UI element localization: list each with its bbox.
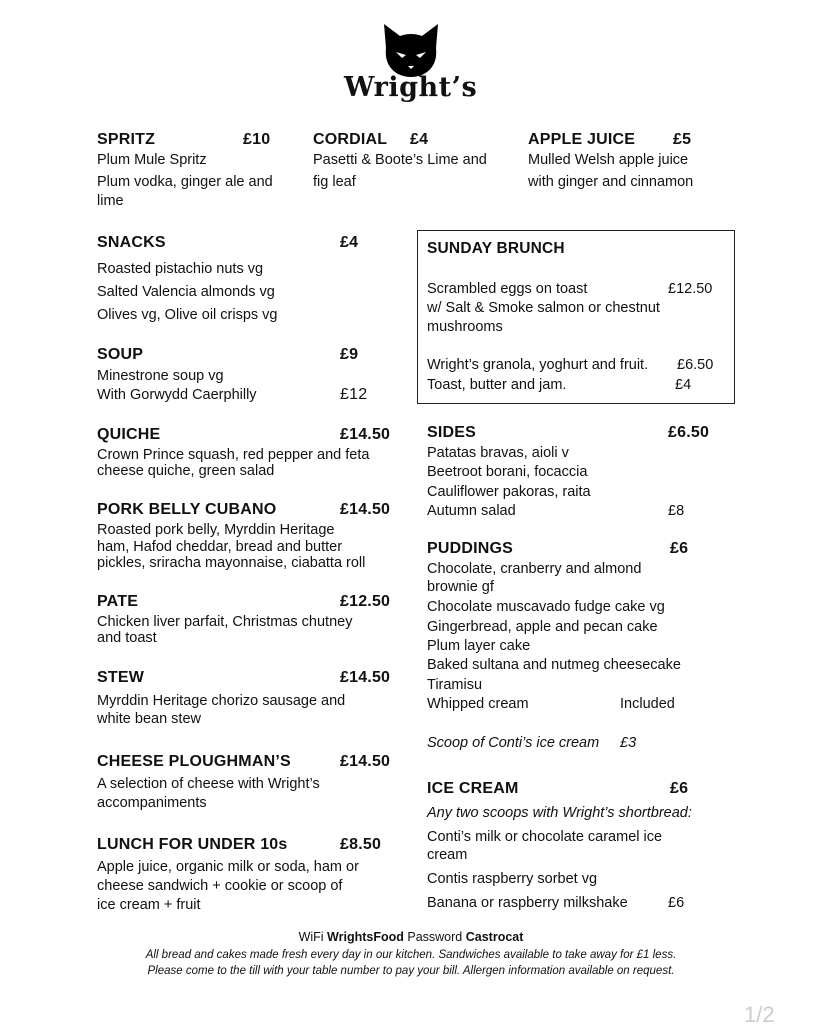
pudding-item: Chocolate, cranberry and almond <box>427 561 642 577</box>
stew-line: Myrddin Heritage chorizo sausage and <box>97 693 346 709</box>
pudding-scoop: Scoop of Conti’s ice cream <box>427 735 600 751</box>
lunch-price: £8.50 <box>340 836 382 853</box>
brunch-toast-price: £4 <box>675 377 692 393</box>
pork-line: pickles, sriracha mayonnaise, ciabatta roll <box>97 555 366 571</box>
side-item: Patatas bravas, aioli v <box>427 445 569 461</box>
brunch-eggs-price: £12.50 <box>668 281 713 297</box>
brunch-eggs-line: mushrooms <box>427 319 503 335</box>
quiche-title: QUICHE <box>97 426 161 443</box>
pudding-item: Tiramisu <box>427 677 483 693</box>
icecream-price-2: £6 <box>668 895 685 911</box>
lunch-line: cheese sandwich + cookie or scoop of <box>97 878 343 894</box>
side-price-2: £8 <box>668 503 685 519</box>
snacks-title: SNACKS <box>97 234 166 251</box>
soup-item: With Gorwydd Caerphilly <box>97 387 257 403</box>
pork-title: PORK BELLY CUBANO <box>97 501 277 518</box>
brunch-granola: Wright’s granola, yoghurt and fruit. <box>427 357 649 373</box>
logo-text: Wright’s <box>344 72 478 103</box>
icecream-title: ICE CREAM <box>427 780 519 797</box>
sides-price: £6.50 <box>668 424 710 441</box>
stew-line: white bean stew <box>97 711 201 727</box>
icecream-price: £6 <box>670 780 689 797</box>
puddings-price: £6 <box>670 540 689 557</box>
cheese-title: CHEESE PLOUGHMAN’S <box>97 753 291 770</box>
lunch-title: LUNCH FOR UNDER 10s <box>97 836 288 853</box>
wifi-line <box>0 930 822 944</box>
pork-price: £14.50 <box>340 501 391 518</box>
sides-title: SIDES <box>427 424 477 441</box>
stew-title: STEW <box>97 669 145 686</box>
spritz-line: Plum Mule Spritz <box>97 152 207 168</box>
cordial-title: CORDIAL <box>313 131 388 148</box>
password-label: Password <box>403 930 466 944</box>
pate-title: PATE <box>97 593 139 610</box>
footer-note-bread: All bread and cakes made fresh every day in our kitchen. Sandwiches available to take away for £1 less. <box>145 949 677 961</box>
quiche-line: cheese quiche, green salad <box>97 463 275 479</box>
pudding-cream-note: Included <box>620 696 675 712</box>
cordial-price: £4 <box>410 131 429 148</box>
quiche-line: Crown Prince squash, red pepper and feta <box>97 447 370 463</box>
pudding-item: Baked sultana and nutmeg cheesecake <box>427 657 681 673</box>
spritz-title: SPRITZ <box>97 131 156 148</box>
brunch-eggs-line: w/ Salt & Smoke salmon or chestnut <box>427 300 660 316</box>
spritz-line: lime <box>97 193 124 209</box>
apple-juice-line: Mulled Welsh apple juice <box>528 152 689 168</box>
snack-item: Roasted pistachio nuts vg <box>97 261 264 277</box>
footer-note-bill: Please come to the till with your table number to pay your bill. Allergen information available on request. <box>147 965 675 977</box>
side-item: Cauliflower pakoras, raita <box>427 484 591 500</box>
puddings-title: PUDDINGS <box>427 540 514 557</box>
wifi-name: WrightsFood <box>327 930 404 944</box>
cheese-line: A selection of cheese with Wright’s <box>97 776 320 792</box>
page-indicator: 1/2 <box>744 1002 775 1027</box>
pork-line: Roasted pork belly, Myrddin Heritage <box>97 522 335 538</box>
apple-juice-price: £5 <box>673 131 692 148</box>
soup-price-2: £12 <box>340 386 368 403</box>
stew-price: £14.50 <box>340 669 391 686</box>
cheese-price: £14.50 <box>340 753 391 770</box>
pudding-item: Plum layer cake <box>427 638 531 654</box>
brunch-eggs: Scrambled eggs on toast <box>427 281 588 297</box>
pate-line: Chicken liver parfait, Christmas chutney <box>97 614 353 630</box>
pork-line: ham, Hafod cheddar, bread and butter <box>97 539 343 555</box>
soup-item: Minestrone soup vg <box>97 368 224 384</box>
wifi-prefix: WiFi <box>298 930 328 944</box>
snack-item: Salted Valencia almonds vg <box>97 284 275 300</box>
pudding-item: Chocolate muscavado fudge cake vg <box>427 599 665 615</box>
apple-juice-title: APPLE JUICE <box>528 131 636 148</box>
cordial-line: fig leaf <box>313 174 356 190</box>
soup-title: SOUP <box>97 346 144 363</box>
icecream-item: Banana or raspberry milkshake <box>427 895 628 911</box>
icecream-intro: Any two scoops with Wright’s shortbread: <box>427 805 692 821</box>
icecream-item: Contis raspberry sorbet vg <box>427 871 598 887</box>
pudding-item: Gingerbread, apple and pecan cake <box>427 619 658 635</box>
spritz-line: Plum vodka, ginger ale and <box>97 174 273 190</box>
cordial-line: Pasetti & Boote’s Lime and <box>313 152 487 168</box>
snacks-price: £4 <box>340 234 359 251</box>
icecream-item: cream <box>427 847 468 863</box>
soup-price: £9 <box>340 346 359 363</box>
brunch-granola-price: £6.50 <box>677 357 714 373</box>
lunch-line: Apple juice, organic milk or soda, ham or <box>97 859 359 875</box>
brunch-title: SUNDAY BRUNCH <box>427 240 565 257</box>
pate-price: £12.50 <box>340 593 391 610</box>
pudding-scoop-price: £3 <box>620 735 637 751</box>
cheese-line: accompaniments <box>97 795 207 811</box>
icecream-item: Conti’s milk or chocolate caramel ice <box>427 829 663 845</box>
apple-juice-line: with ginger and cinnamon <box>528 174 694 190</box>
lunch-line: ice cream + fruit <box>97 897 201 913</box>
pudding-item: brownie gf <box>427 579 494 595</box>
spritz-price: £10 <box>243 131 271 148</box>
side-item: Beetroot borani, focaccia <box>427 464 588 480</box>
pudding-cream: Whipped cream <box>427 696 529 712</box>
side-item: Autumn salad <box>427 503 516 519</box>
brunch-toast: Toast, butter and jam. <box>427 377 567 393</box>
snack-item: Olives vg, Olive oil crisps vg <box>97 307 278 323</box>
wifi-password: Castrocat <box>465 930 524 944</box>
quiche-price: £14.50 <box>340 426 391 443</box>
pate-line: and toast <box>97 630 157 646</box>
